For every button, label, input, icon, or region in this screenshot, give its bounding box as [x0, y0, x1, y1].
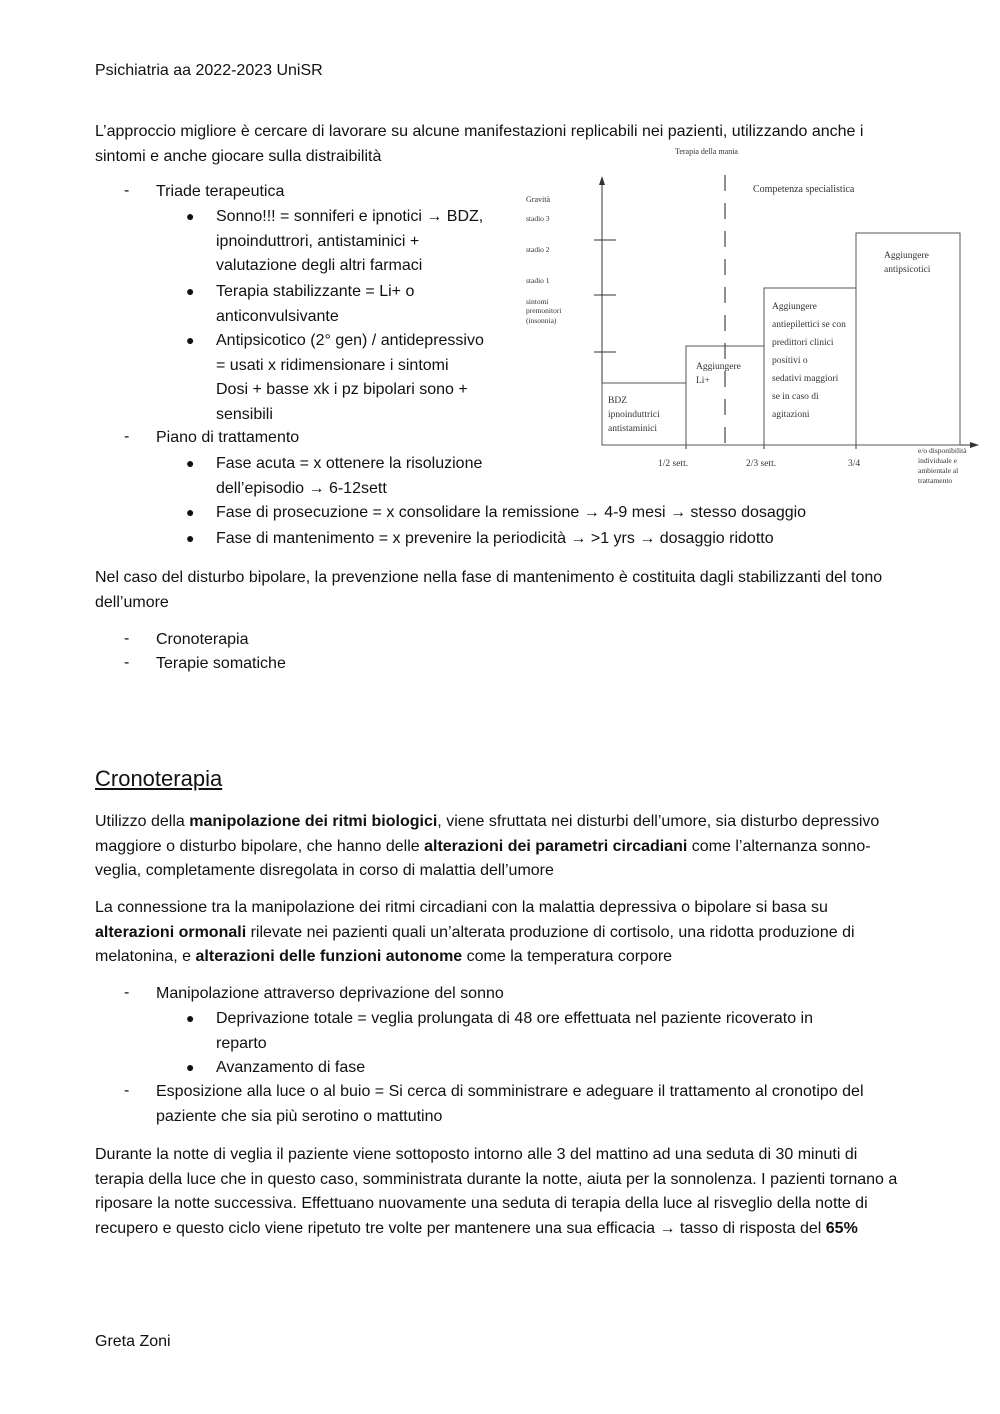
text-line: Deprivazione totale = veglia prolungata di 48 ore effettuata nel paziente ricoverato in: [216, 1010, 813, 1027]
page-header: Psichiatria aa 2022-2023 UniSR: [95, 62, 323, 79]
section-title: Cronoterapia: [95, 766, 223, 791]
mania-therapy-figure: [520, 145, 982, 495]
specialist-label: Competenza specialistica: [753, 184, 855, 195]
triade-item-2: [216, 280, 414, 329]
sublist-item: Avanzamento di fase: [216, 1059, 366, 1076]
dash-bullet: -: [124, 630, 130, 647]
dash-bullet: -: [124, 984, 130, 1001]
text-line: ipnoinduttrori, antistaminici +: [216, 232, 420, 250]
text-line: = usati x ridimensionare i sintomi: [216, 356, 449, 374]
text-line: Esposizione alla luce o al buio = Si cerca di somministrare e adeguare il trattamento al cronotipo del: [156, 1083, 864, 1100]
list-item: [156, 1080, 864, 1129]
bullet: ●: [186, 1010, 195, 1026]
triade-title: Triade terapeutica: [156, 183, 285, 200]
bullet: ●: [186, 283, 195, 299]
figure-title: Terapia della mania: [675, 147, 738, 156]
text-line: Terapia stabilizzante = Li+ o: [216, 283, 415, 300]
text-line: paziente che sia più serotino o mattutino: [156, 1107, 443, 1125]
y-level-label: stadio 2: [526, 245, 550, 254]
text-line: Fase acuta = x ottenere la risoluzione: [216, 455, 483, 472]
dash-bullet: -: [124, 654, 130, 671]
step-antiepilettici-label: Aggiungere antiepilettici se con predittori clinici positivi o sedativi maggiori se in caso di agitazioni: [772, 302, 846, 420]
piano-title: Piano di trattamento: [156, 429, 300, 446]
final-paragraph: Durante la notte di veglia il paziente viene sottoposto intorno alle 3 del mattino ad una seduta di 30 minuti di terapia della luce che in questo caso, somministrata durante la notte, aiuta per la sonnolenza. I pazienti tornano a riposare la notte successiva. Effettuano nuovamente una seduta di terapia della luce al risveglio della notte di recupero e questo ciclo viene ripetuto tre volte per mantenere una sua efficacia → tasso di risposta del 65%: [95, 1146, 898, 1237]
dash-bullet: -: [124, 182, 130, 199]
list-item: Terapie somatiche: [156, 655, 286, 672]
piano-item-1: [216, 452, 482, 501]
sublist-item: [216, 1007, 813, 1056]
page-footer: Greta Zoni: [95, 1333, 171, 1350]
triade-item-1: [216, 205, 483, 279]
step-antipsicotici-label: Aggiungere antipsicotici: [884, 251, 931, 275]
y-level-label: stadio 3: [526, 214, 550, 223]
text-line: valutazione degli altri farmaci: [216, 257, 423, 274]
list-item: Manipolazione attraverso deprivazione del sonno: [156, 985, 504, 1002]
x-tick-label: 1/2 sett.: [658, 459, 689, 469]
dash-bullet: -: [124, 428, 130, 445]
y-level-label: sintomi: [526, 297, 549, 306]
y-level-label: stadio 1: [526, 276, 550, 285]
piano-item-2: Fase di prosecuzione = x consolidare la remissione → 4-9 mesi → stesso dosaggio: [216, 504, 807, 521]
bipolar-paragraph: Nel caso del disturbo bipolare, la prevenzione nella fase di mantenimento è costituita dagli stabilizzanti del tono dell’umore: [95, 569, 883, 611]
cronoterapia-paragraph-1: Utilizzo della manipolazione dei ritmi biologici, viene sfruttata nei disturbi dell’umore, sia disturbo depressivo maggiore o disturbo bipolare, che hanno delle alterazioni dei parametri circadiani come l’alternanza sonno-veglia, completamente disregolata in corso di malattia dell’umore: [95, 813, 880, 879]
y-level-label: premonitori: [526, 306, 562, 315]
x-axis-arrow: [970, 442, 979, 448]
step-litio-label: Aggiungere Li+: [696, 362, 741, 386]
bullet: ●: [186, 530, 195, 546]
step-bdz-label: BDZ ipnoinduttrici antistaminici: [608, 396, 660, 434]
x-tick-label: 2/3 sett.: [746, 459, 777, 469]
cronoterapia-paragraph-2: La connessione tra la manipolazione dei ritmi circadiani con la malattia depressiva o bipolare si basa su alterazioni ormonali rilevate nei pazienti quali un’alterata produzione di cortisolo, una ridotta produzione di melatonina, e alterazioni delle funzioni autonome come la temperatura corpore: [95, 899, 855, 965]
intro-paragraph: L’approccio migliore è cercare di lavorare su alcune manifestazioni replicabili nei pazienti, utilizzando anche i sintomi e anche giocare sulla distraibilità: [95, 123, 864, 165]
y-axis-title: Gravità: [526, 195, 550, 204]
bullet: ●: [186, 455, 195, 471]
list-item: Cronoterapia: [156, 631, 249, 648]
text-line: anticonvulsivante: [216, 307, 339, 325]
triade-item-3: [216, 329, 484, 427]
text-line: Sonno!!! = sonniferi e ipnotici → BDZ,: [216, 208, 484, 225]
text-line: sensibili: [216, 405, 273, 423]
text-line: Dosi + basse xk i pz bipolari sono +: [216, 381, 468, 398]
text-line: Antipsicotico (2° gen) / antidepressivo: [216, 332, 484, 349]
piano-item-3: Fase di mantenimento = x prevenire la periodicità → >1 yrs → dosaggio ridotto: [216, 530, 774, 547]
y-axis-arrow: [599, 176, 605, 185]
bullet: ●: [186, 1059, 195, 1075]
text-line: reparto: [216, 1034, 267, 1052]
bullet: ●: [186, 504, 195, 520]
text-line: dell’episodio → 6-12sett: [216, 479, 387, 497]
x-tick-label: 3/4: [848, 459, 861, 469]
dash-bullet: -: [124, 1082, 130, 1099]
bullet: ●: [186, 332, 195, 348]
y-level-label: (insonnia): [526, 316, 557, 325]
bullet: ●: [186, 208, 195, 224]
x-axis-note: e/o disponibilità individuale e ambientale al trattamento: [918, 446, 967, 485]
